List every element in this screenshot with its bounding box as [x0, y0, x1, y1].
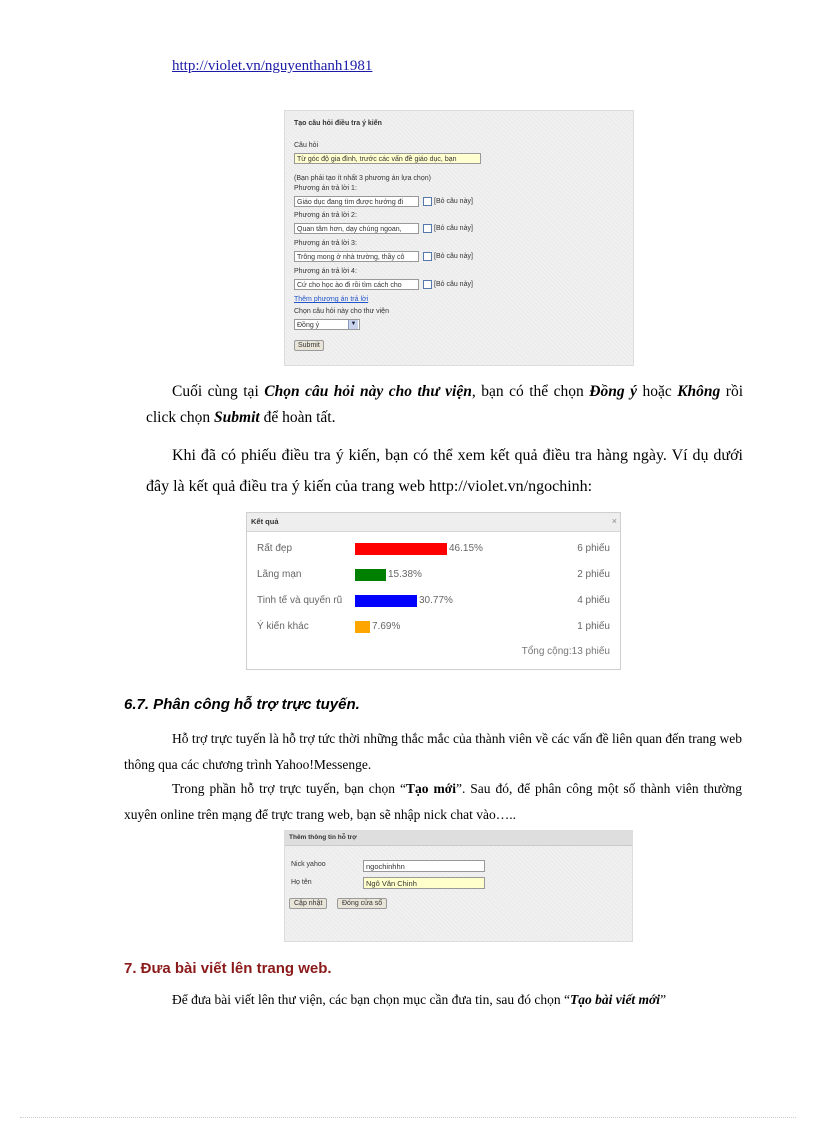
paragraph-support-steps [124, 776, 742, 828]
text-run: Trong phần hỗ trợ trực tuyến, bạn chọn “ [172, 781, 406, 796]
result-percent: 46.15% [449, 543, 483, 554]
options-hint: (Bạn phải tạo ít nhất 3 phương án lựa chọn) [294, 175, 431, 182]
result-label: Rất đẹp [257, 543, 293, 554]
name-input[interactable]: Ngô Văn Chinh [363, 877, 485, 889]
option-2-remove-label: [Bỏ câu này] [434, 225, 473, 232]
bold-term: Submit [214, 409, 260, 426]
name-label: Họ tên [291, 879, 312, 886]
result-label: Tinh tế và quyến rũ [257, 595, 343, 606]
submit-button[interactable]: Submit [294, 340, 324, 351]
option-1-input[interactable]: Giáo dục đang tìm được hướng đi [294, 196, 419, 207]
text-run: để hoàn tất. [259, 409, 336, 426]
option-4-remove-checkbox[interactable] [423, 280, 432, 289]
result-bar [355, 569, 386, 581]
text-run: ” [660, 992, 667, 1007]
result-percent: 15.38% [388, 569, 422, 580]
result-label: Lãng mạn [257, 569, 302, 580]
option-3-remove-checkbox[interactable] [423, 252, 432, 261]
paragraph-final-step [146, 379, 743, 431]
results-title: Kết quả [251, 517, 279, 526]
text-run: hoặc [636, 383, 678, 400]
bold-term: Tạo mới [406, 781, 456, 796]
page-footer-divider [20, 1117, 796, 1118]
option-2-label: Phương án trả lời 2: [294, 212, 357, 219]
text-run: rồi click chọn [146, 383, 744, 426]
option-4-label: Phương án trả lời 4: [294, 268, 357, 275]
text-run: Để đưa bài viết lên thư viện, các bạn chọn mục cần đưa tin, sau đó chọn “ [172, 992, 570, 1007]
paragraph-support-intro: Hỗ trợ trực tuyến là hỗ trợ tức thời những thắc mắc của thành viên về các vấn đề liên quan đến trang web thông qua các chương trình Yahoo!Messenge. [124, 731, 742, 772]
support-form-header [285, 831, 632, 846]
result-percent: 30.77% [419, 595, 453, 606]
library-select[interactable] [294, 319, 360, 330]
paragraph-post-article [124, 987, 742, 1013]
support-form-screenshot [284, 830, 633, 942]
result-label: Ý kiến khác [257, 621, 309, 632]
bold-term: Chọn câu hỏi này cho thư viện [264, 383, 472, 400]
close-window-button[interactable]: Đóng cửa sổ [337, 898, 387, 909]
text-run: Cuối cùng tại [172, 383, 265, 400]
nick-label: Nick yahoo [291, 861, 326, 868]
poll-results-screenshot [246, 512, 621, 670]
nick-input[interactable]: ngochinhhn [363, 860, 485, 872]
option-1-label: Phương án trả lời 1: [294, 185, 357, 192]
section-heading-7: 7. Đưa bài viết lên trang web. [124, 960, 332, 977]
bold-term: Tạo bài viết mới [569, 992, 661, 1007]
option-1-remove-label: [Bỏ câu này] [434, 198, 473, 205]
result-count: 6 phiếu [577, 543, 610, 554]
result-count: 2 phiếu [577, 569, 610, 580]
result-bar [355, 595, 417, 607]
option-3-remove-label: [Bỏ câu này] [434, 253, 473, 260]
option-4-input[interactable]: Cứ cho học ào đi rồi tìm cách cho [294, 279, 419, 290]
result-count: 1 phiếu [577, 621, 610, 632]
update-button[interactable]: Cập nhật [289, 898, 327, 909]
section-heading-6-7: 6.7. Phân công hỗ trợ trực tuyến. [124, 696, 360, 713]
bold-term: Không [677, 383, 721, 400]
add-option-link[interactable]: Thêm phương án trả lời [294, 296, 369, 303]
bold-term: Đồng ý [589, 383, 637, 400]
close-icon[interactable]: × [611, 516, 617, 526]
paragraph-results-intro: Khi đã có phiếu điều tra ý kiến, bạn có thể xem kết quả điều tra hàng ngày. Ví dụ dưới đây là kết quả điều tra ý kiến của trang web http://violet.vn/ngochinh: [146, 447, 743, 495]
text-run: ”. Sau đó, để phân công một số thành viên thường xuyên online trên mạng để trực trang web, bạn sẽ nhập nick chat vào….. [124, 781, 742, 822]
top-link[interactable]: http://violet.vn/nguyenthanh1981 [172, 58, 373, 74]
option-3-label: Phương án trả lời 3: [294, 240, 357, 247]
results-header [247, 513, 620, 532]
library-label: Chọn câu hỏi này cho thư viện [294, 308, 389, 315]
result-count: 4 phiếu [577, 595, 610, 606]
chevron-down-icon: ▼ [348, 320, 358, 329]
support-form-title: Thêm thông tin hỗ trợ [289, 834, 357, 841]
option-3-input[interactable]: Trông mong ở nhà trường, thầy cô [294, 251, 419, 262]
option-2-input[interactable]: Quan tâm hơn, dạy chúng ngoan, [294, 223, 419, 234]
form-title: Tạo câu hỏi điều tra ý kiến [294, 120, 382, 127]
poll-form-screenshot [284, 110, 634, 366]
result-bar [355, 621, 370, 633]
text-run: , bạn có thể chọn [471, 383, 590, 400]
library-select-value: Đồng ý [297, 322, 320, 329]
option-4-remove-label: [Bỏ câu này] [434, 281, 473, 288]
results-total: Tổng cộng:13 phiếu [521, 646, 610, 657]
result-bar [355, 543, 447, 555]
question-label: Câu hỏi [294, 142, 319, 149]
result-percent: 7.69% [372, 621, 401, 632]
option-1-remove-checkbox[interactable] [423, 197, 432, 206]
question-input[interactable]: Từ góc độ gia đình, trước các vấn đề giáo dục, bạn [294, 153, 481, 164]
option-2-remove-checkbox[interactable] [423, 224, 432, 233]
